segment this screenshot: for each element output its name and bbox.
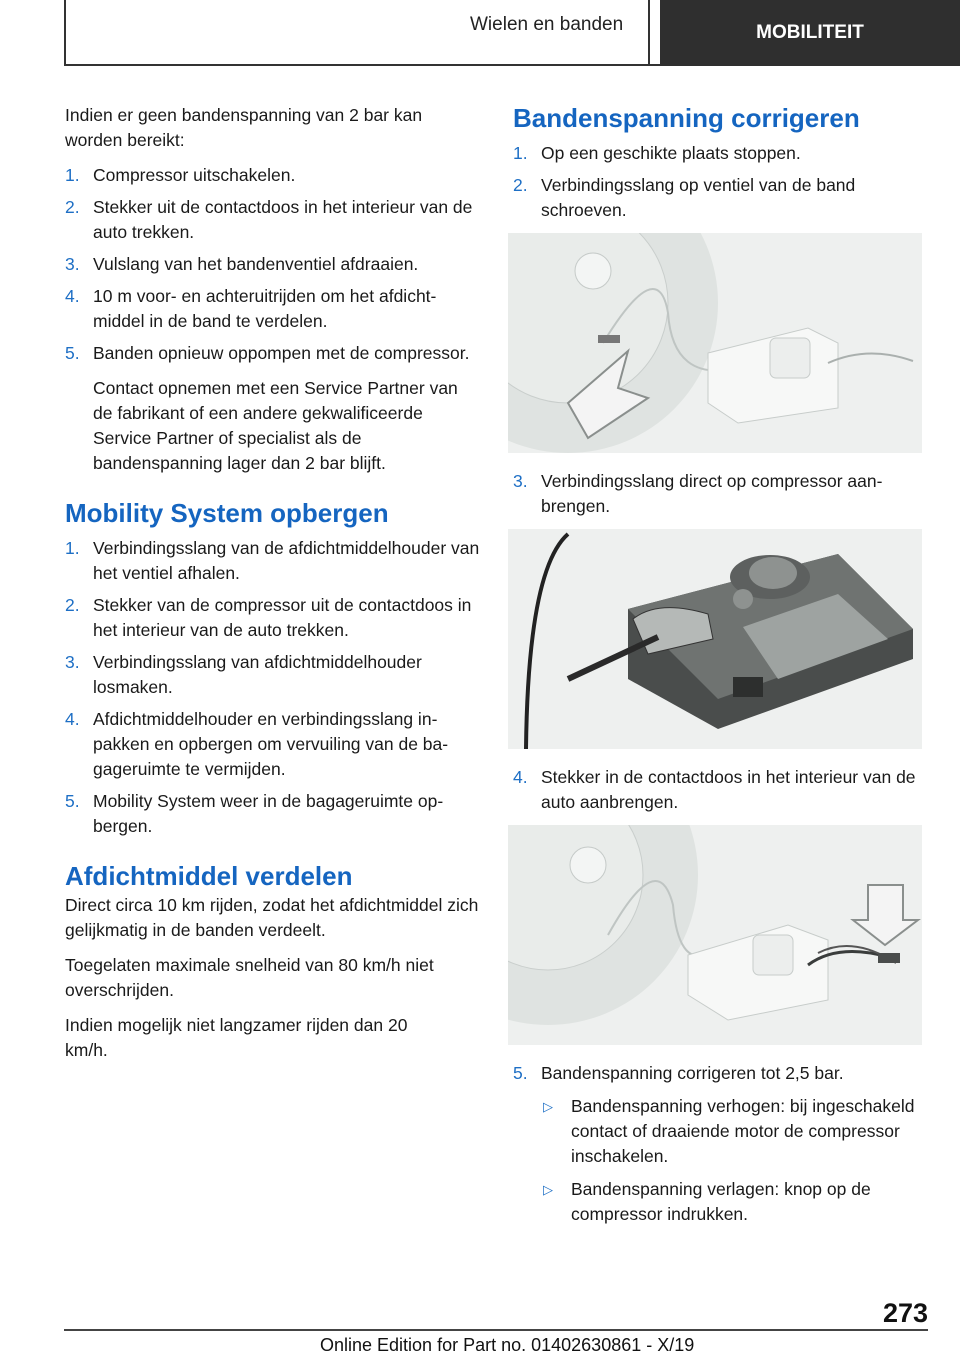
pressure-steps-c <box>513 765 925 815</box>
list-item <box>65 195 480 245</box>
triangle-bullet-icon: ▷ <box>543 1182 553 1197</box>
recovery-steps <box>65 163 480 366</box>
step-text: Compressor uitschakelen. <box>93 165 296 185</box>
page-number: 273 <box>882 1298 928 1328</box>
header-divider <box>648 0 650 64</box>
list-item <box>513 173 925 223</box>
header-section-title: Wielen en banden <box>470 14 624 35</box>
socket-plug-illustration <box>508 825 922 1045</box>
step-number: 1. <box>513 143 528 163</box>
list-item <box>513 765 925 815</box>
step-text: Afdichtmiddelhouder en verbindingsslang inpakken en opbergen om vervuiling van de bagageruimte te vermijden. <box>93 709 449 779</box>
step-text: Banden opnieuw oppompen met de compressor. <box>93 343 470 363</box>
step-text: Vulslang van het bandenventiel afdraaien. <box>93 254 419 274</box>
pressure-steps-b <box>513 469 925 519</box>
step-text: 10 m voor- en achteruitrijden om het afdichtmiddel in de band te verdelen. <box>93 286 437 331</box>
service-partner-note: Contact opnemen met een Service Partner van de fabrikant of een andere gekwalificeerde Service Partner of specialist als de bandenspanning lager dan 2 bar blijft. <box>93 378 458 473</box>
list-item <box>541 1094 925 1169</box>
sub-bullet-list <box>541 1094 925 1227</box>
step-number: 4. <box>65 709 80 729</box>
bullet-text: Bandenspanning verhogen: bij ingeschakeld contact of draaiende motor de compressor inschakelen. <box>571 1096 915 1166</box>
step-text: Verbindingsslang op ventiel van de band schroeven. <box>541 175 856 220</box>
list-item <box>65 163 480 188</box>
step-number: 5. <box>513 1063 528 1083</box>
footer-edition-text: Online Edition for Part no. 01402630861 - X/19 <box>320 1335 695 1355</box>
step-text: Mobility System weer in de bagageruimte opbergen. <box>93 791 444 836</box>
step-text: Stekker in de contactdoos in het interieur van de auto aanbrengen. <box>541 767 916 812</box>
list-item <box>513 1061 925 1227</box>
header-left-border <box>64 0 66 64</box>
pressure-steps-a <box>513 141 925 223</box>
section-title-opbergen: Mobility System opbergen <box>65 498 389 528</box>
step-text: Bandenspanning corrigeren tot 2,5 bar. <box>541 1063 844 1083</box>
intro-paragraph: Indien er geen bandenspanning van 2 bar kan worden bereikt: <box>65 105 423 150</box>
step-text: Verbindingsslang van de afdichtmiddelhouder van het ventiel afhalen. <box>93 538 480 583</box>
paragraph: Toegelaten maximale snelheid van 80 km/h niet overschrijden. <box>65 955 434 1000</box>
list-item <box>65 252 480 277</box>
footer-divider <box>64 1329 928 1331</box>
step-number: 2. <box>65 595 80 615</box>
list-item <box>65 789 480 839</box>
left-column <box>65 103 480 1073</box>
step-number: 3. <box>513 471 528 491</box>
list-item <box>65 284 480 334</box>
right-column <box>513 103 925 1237</box>
section-title-corrigeren: Bandenspanning corrigeren <box>513 103 860 133</box>
list-item <box>541 1177 925 1227</box>
tire-valve-illustration <box>508 233 922 453</box>
step-number: 5. <box>65 343 80 363</box>
paragraph: Direct circa 10 km rijden, zodat het afdichtmiddel zich gelijkmatig in de banden verdeelt. <box>65 895 479 940</box>
list-item <box>65 341 480 366</box>
step-number: 2. <box>513 175 528 195</box>
step-text: Verbindingsslang van afdichtmiddelhouder losmaken. <box>93 652 422 697</box>
list-item <box>513 141 925 166</box>
list-item <box>65 536 480 586</box>
triangle-bullet-icon: ▷ <box>543 1099 553 1114</box>
step-number: 5. <box>65 791 80 811</box>
step-number: 1. <box>65 538 80 558</box>
storage-steps <box>65 536 480 839</box>
step-number: 3. <box>65 254 80 274</box>
list-item <box>513 469 925 519</box>
step-text: Stekker uit de contactdoos in het interieur van de auto trekken. <box>93 197 473 242</box>
compressor-illustration <box>508 529 922 749</box>
bullet-text: Bandenspanning verlagen: knop op de compressor indrukken. <box>571 1179 871 1224</box>
step-text: Op een geschikte plaats stoppen. <box>541 143 801 163</box>
step-number: 3. <box>65 652 80 672</box>
list-item <box>65 593 480 643</box>
paragraph: Indien mogelijk niet langzamer rijden dan 20 km/h. <box>65 1015 408 1060</box>
list-item <box>65 650 480 700</box>
section-title-verdelen: Afdichtmiddel verdelen <box>65 861 353 891</box>
step-text: Stekker van de compressor uit de contactdoos in het interieur van de auto trekken. <box>93 595 472 640</box>
step-number: 4. <box>65 286 80 306</box>
pressure-steps-d <box>513 1061 925 1227</box>
step-number: 4. <box>513 767 528 787</box>
step-text: Verbindingsslang direct op compressor aanbrengen. <box>541 471 883 516</box>
header-chapter-tab: MOBILITEIT <box>660 0 960 66</box>
step-number: 2. <box>65 197 80 217</box>
list-item <box>65 707 480 782</box>
step-number: 1. <box>65 165 80 185</box>
